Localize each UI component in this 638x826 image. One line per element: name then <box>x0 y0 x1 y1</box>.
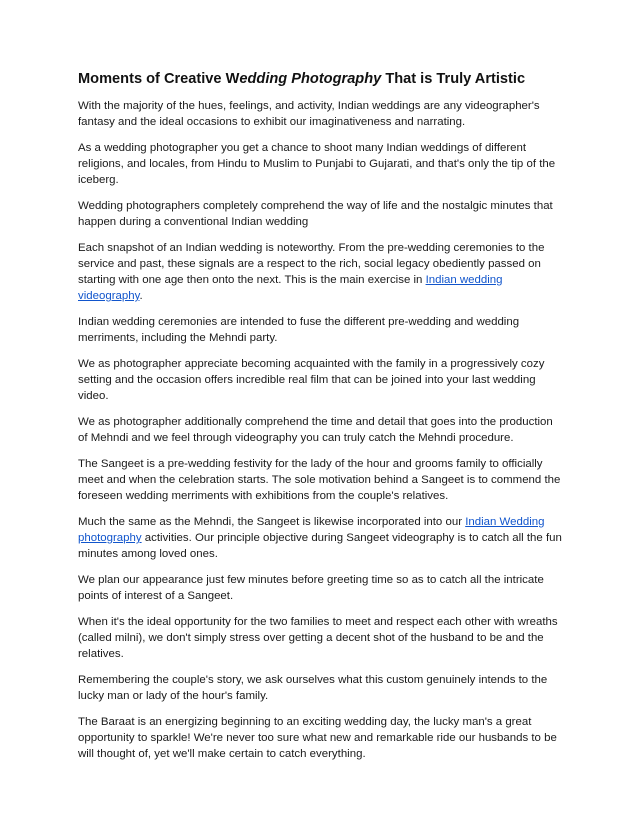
paragraph-5: Indian wedding ceremonies are intended to fuse the different pre-wedding and wedding merriments, including the Mehndi party. <box>78 316 520 344</box>
paragraph-7: We as photographer additionally comprehend the time and detail that goes into the production of Mehndi and we feel through videography you can truly catch the Mehndi procedure. <box>78 416 553 444</box>
paragraph-12: Remembering the couple's story, we ask ourselves what this custom genuinely intends to the lucky man or lady of the hour's family. <box>78 674 548 702</box>
indian-wedding-videography-link[interactable]: Indian wedding videography <box>78 274 503 302</box>
paragraph-6: We as photographer appreciate becoming acquainted with the family in a progressively cozy setting and the occasion offers incredible real film that can be joined into your last wedding video. <box>78 358 545 402</box>
paragraph-2: As a wedding photographer you get a chance to shoot many Indian weddings of different religions, and locales, from Hindu to Muslim to Punjabi to Gujarati, and that's only the tip of the iceberg. <box>78 142 556 186</box>
paragraph-13: The Baraat is an energizing beginning to an exciting wedding day, the lucky man's a great opportunity to sparkle! We're never too sure what new and remarkable ride our husbands to be will thought of, yet we'll make certain to catch everything. <box>78 716 557 760</box>
paragraph-9-text-after: activities. Our principle objective during Sangeet videography is to catch all the fun minutes among loved ones. <box>78 532 562 560</box>
indian-wedding-photography-link[interactable]: Indian Wedding photography <box>78 516 545 544</box>
paragraph-9-text-before: Much the same as the Mehndi, the Sangeet is likewise incorporated into our <box>78 516 466 528</box>
paragraph-10: We plan our appearance just few minutes before greeting time so as to catch all the intricate points of interest of a Sangeet. <box>78 574 544 602</box>
paragraph-9 <box>78 514 564 562</box>
paragraph-4-text-before: Each snapshot of an Indian wedding is noteworthy. From the pre-wedding ceremonies to the service and past, these signals are a respect to the rich, social legacy obediently passed on starting with one age then onto the next. This is the main exercise in <box>78 242 545 286</box>
title-part-1: Moments of Creative W <box>78 71 240 87</box>
title-part-3: That is Truly Artistic <box>381 71 526 87</box>
paragraph-3: Wedding photographers completely comprehend the way of life and the nostalgic minutes that happen during a conventional Indian wedding <box>78 200 553 228</box>
document-title <box>78 70 564 88</box>
paragraph-4 <box>78 240 564 304</box>
title-part-2-italic: edding Photography <box>239 71 382 87</box>
document-page <box>78 70 564 772</box>
paragraph-1: With the majority of the hues, feelings, and activity, Indian weddings are any videographer's fantasy and the ideal occasions to exhibit our imaginativeness and narrating. <box>78 100 540 128</box>
paragraph-4-text-after: . <box>139 290 143 302</box>
paragraph-11: When it's the ideal opportunity for the two families to meet and respect each other with wreaths (called milni), we don't simply stress over getting a decent shot of the husband to be and the relatives. <box>78 616 558 660</box>
paragraph-8: The Sangeet is a pre-wedding festivity for the lady of the hour and grooms family to officially meet and when the celebration starts. The sole motivation behind a Sangeet is to commend the foreseen wedding merriments with exhibitions from the couple's relatives. <box>78 458 561 502</box>
